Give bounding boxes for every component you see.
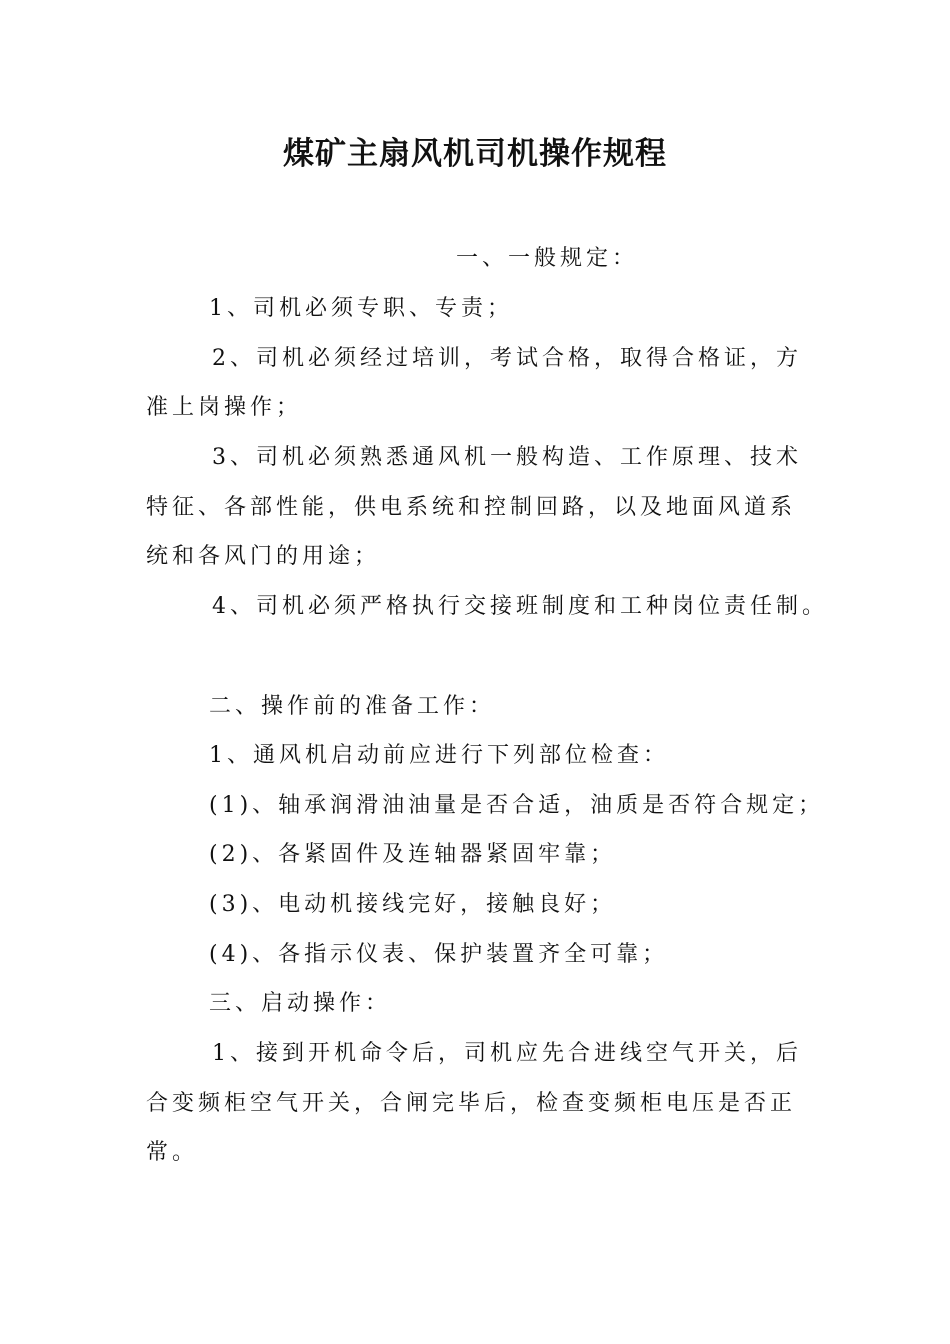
- section-heading-preparation: 二、操作前的准备工作：: [209, 694, 496, 719]
- paragraph-line: 1、通风机启动前应进行下列部位检查：: [209, 743, 669, 768]
- paragraph-line: 特征、各部性能，供电系统和控制回路，以及地面风道系: [146, 495, 797, 520]
- paragraph-line: 4、司机必须严格执行交接班制度和工种岗位责任制。: [212, 594, 828, 619]
- section-heading-startup: 三、启动操作：: [209, 991, 392, 1016]
- document-title: 煤矿主扇风机司机操作规程: [283, 136, 667, 172]
- list-item: (3)、电动机接线完好，接触良好；: [209, 892, 617, 917]
- section-heading-general-rules: 一、一般规定：: [456, 246, 639, 271]
- list-item: (2)、各紧固件及连轴器紧固牢靠；: [209, 842, 617, 867]
- paragraph-line: 统和各风门的用途；: [146, 544, 381, 569]
- paragraph-line: 常。: [146, 1140, 199, 1165]
- paragraph-line: 3、司机必须熟悉通风机一般构造、工作原理、技术: [212, 445, 802, 470]
- paragraph-line: 准上岗操作；: [146, 395, 303, 420]
- paragraph-line: 2、司机必须经过培训，考试合格，取得合格证，方: [212, 346, 802, 371]
- paragraph-line: 1、接到开机命令后，司机应先合进线空气开关，后: [212, 1041, 802, 1066]
- list-item: (4)、各指示仪表、保护装置齐全可靠；: [209, 942, 669, 967]
- paragraph-line: 1、司机必须专职、专责；: [209, 296, 513, 321]
- paragraph-line: 合变频柜空气开关，合闸完毕后，检查变频柜电压是否正: [146, 1091, 797, 1116]
- list-item: (1)、轴承润滑油油量是否合适，油质是否符合规定；: [209, 793, 825, 818]
